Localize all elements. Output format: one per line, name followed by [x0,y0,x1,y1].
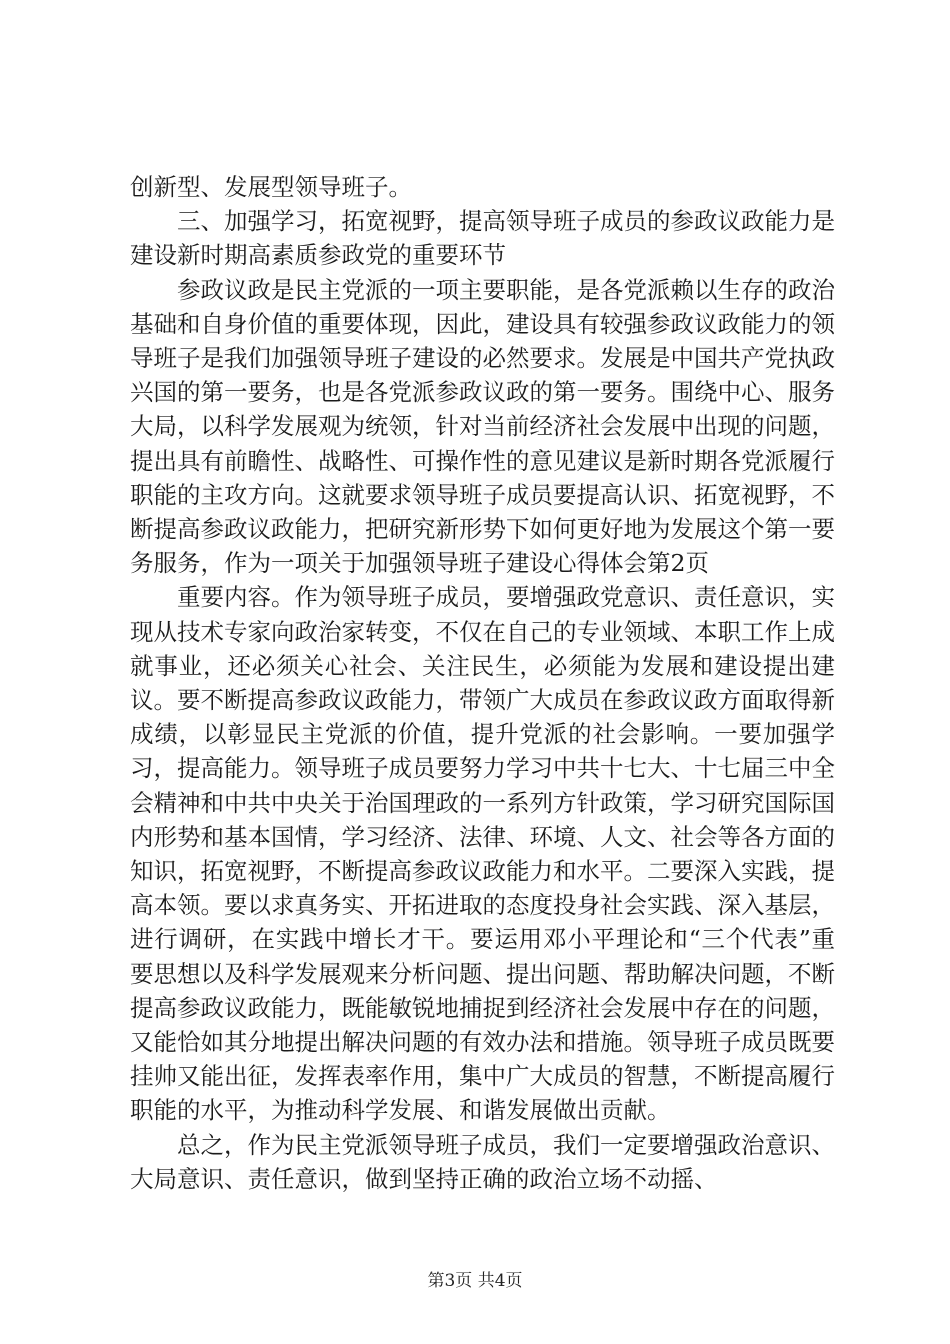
paragraph-continuation: 创新型、发展型领导班子。 [130,173,412,201]
document-body [130,170,835,1196]
page-footer: 第3页 共4页 [427,1271,523,1291]
paragraph-conclusion: 总之，作为民主党派领导班子成员，我们一定要增强政治意识、大局意识、责任意识，做到坚持正确的政治立场不动摇、 [130,1130,835,1193]
section-heading-three: 三、加强学习，拓宽视野，提高领导班子成员的参政议政能力是建设新时期高素质参政党的重要环节 [130,207,835,270]
paragraph-participation: 参政议政是民主党派的一项主要职能，是各党派赖以生存的政治基础和自身价值的重要体现，因此，建设具有较强参政议政能力的领导班子是我们加强领导班子建设的必然要求。发展是中国共产党执政兴国的第一要务，也是各党派参政议政的第一要务。围绕中心、服务大局，以科学发展观为统领，针对当前经济社会发展中出现的问题，提出具有前瞻性、战略性、可操作性的意见建议是新时期各党派履行职能的主攻方向。这就要求领导班子成员要提高认识、拓宽视野，不断提高参政议政能力，把研究新形势下如何更好地为发展这个第一要务服务，作为一项关于加强领导班子建设心得体会第2页 [130,275,835,578]
paragraph-important-content: 重要内容。作为领导班子成员，要增强政党意识、责任意识，实现从技术专家向政治家转变，不仅在自己的专业领域、本职工作上成就事业，还必须关心社会、关注民生，必须能为发展和建设提出建议。要不断提高参政议政能力，带领广大成员在参政议政方面取得新成绩，以彰显民主党派的价值，提升党派的社会影响。一要加强学习，提高能力。领导班子成员要努力学习中共十七大、十七届三中全会精神和中共中央关于治国理政的一系列方针政策，学习研究国际国内形势和基本国情，学习经济、法律、环境、人文、社会等各方面的知识，拓宽视野，不断提高参政议政能力和水平。二要深入实践，提高本领。要以求真务实、开拓进取的态度投身社会实践、深入基层，进行调研，在实践中增长才干。要运用邓小平理论和“三个代表”重要思想以及科学发展观来分析问题、提出问题、帮助解决问题，不断提高参政议政能力，既能敏锐地捕捉到经济社会发展中存在的问题，又能恰如其分地提出解决问题的有效办法和措施。领导班子成员既要挂帅又能出征，发挥表率作用，集中广大成员的智慧，不断提高履行职能的水平，为推动科学发展、和谐发展做出贡献。 [130,583,835,1125]
